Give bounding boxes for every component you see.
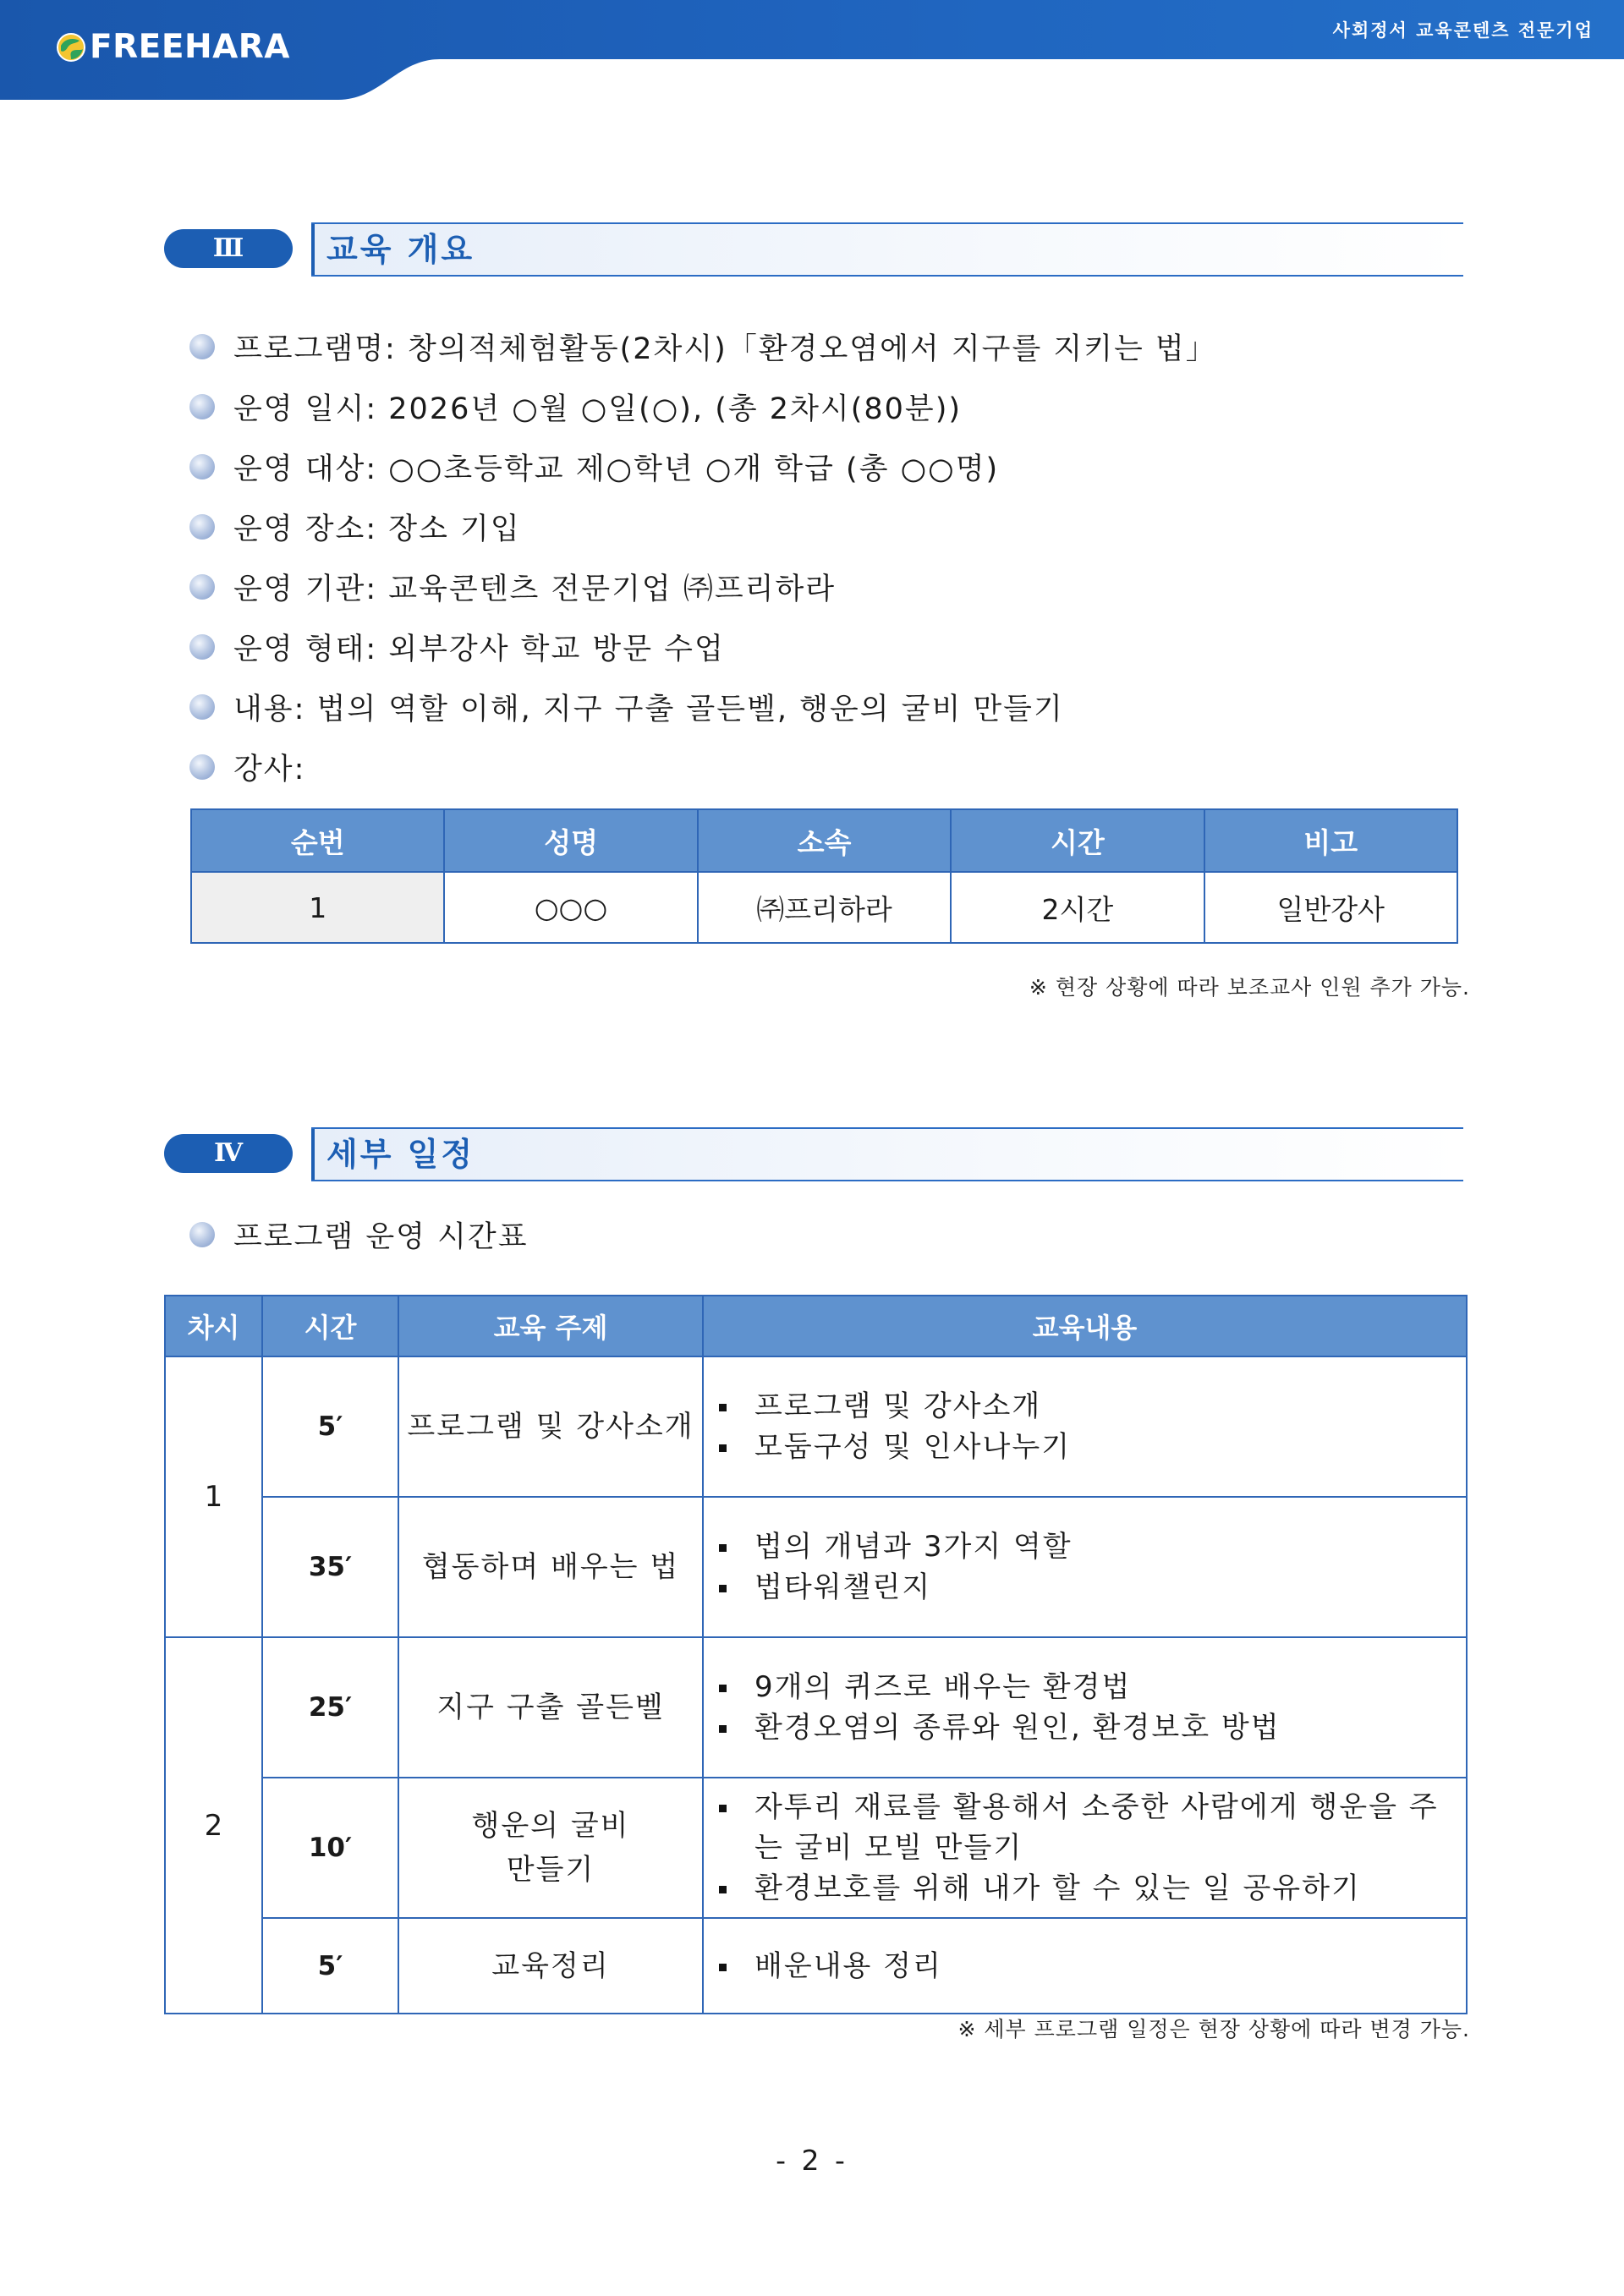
- section-3-numeral: Ⅲ: [164, 229, 293, 268]
- table-cell: 일반강사: [1204, 872, 1457, 943]
- list-item-text: 운영 일시: 2026년 ○월 ○일(○), (총 2차시(80분)): [233, 392, 963, 426]
- topic-line: 만들기: [506, 1853, 595, 1887]
- table-header-row: [165, 1296, 1467, 1356]
- session-cell: 1: [165, 1356, 262, 1637]
- bullet-dot-icon: [189, 634, 215, 660]
- overview-list: [189, 316, 1217, 797]
- column-header: 소속: [698, 809, 951, 872]
- list-item: [189, 737, 1217, 797]
- content-cell: [703, 1497, 1467, 1637]
- content-cell: [703, 1778, 1467, 1918]
- schedule-note: ※ 세부 프로그램 일정은 현장 상황에 따라 변경 가능.: [957, 2017, 1470, 2041]
- list-item: 프로그램 및 강사소개: [716, 1386, 1451, 1427]
- section-4-numeral: Ⅳ: [164, 1134, 293, 1173]
- table-cell: ㈜프리하라: [698, 872, 951, 943]
- topic-cell: 협동하며 배우는 법: [398, 1497, 703, 1637]
- list-item: [189, 376, 1217, 436]
- list-item-text: 운영 장소: 장소 기입: [233, 512, 521, 546]
- column-header: 성명: [444, 809, 697, 872]
- list-item-text: 운영 기관: 교육콘텐츠 전문기업 ㈜프리하라: [233, 572, 837, 606]
- content-list: [716, 1667, 1451, 1748]
- header-tagline: 사회정서 교육콘텐츠 전문기업: [1332, 20, 1594, 41]
- column-header: 교육내용: [703, 1296, 1467, 1356]
- table-row: [165, 1918, 1467, 2014]
- list-item-text: 프로그램명: 창의적체험활동(2차시)「환경오염에서 지구를 지키는 법」: [233, 332, 1217, 366]
- table-cell: 1: [191, 872, 444, 943]
- time-cell: 5′: [262, 1356, 398, 1497]
- topic-line: 행운의 굴비: [471, 1809, 630, 1843]
- bullet-dot-icon: [189, 694, 215, 720]
- content-cell: [703, 1918, 1467, 2014]
- table-row: [165, 1356, 1467, 1497]
- list-item: 모둠구성 및 인사나누기: [716, 1427, 1451, 1467]
- section-3-title-box: [311, 222, 1463, 277]
- column-header: 시간: [951, 809, 1204, 872]
- session-cell: 2: [165, 1637, 262, 2014]
- section-3-heading: [164, 222, 1463, 275]
- column-header: 차시: [165, 1296, 262, 1356]
- time-cell: 5′: [262, 1918, 398, 2014]
- bullet-dot-icon: [189, 394, 215, 419]
- column-header: 교육 주제: [398, 1296, 703, 1356]
- topic-cell: [398, 1778, 703, 1918]
- bullet-dot-icon: [189, 754, 215, 780]
- list-item: [189, 677, 1217, 737]
- content-list: [716, 1386, 1451, 1467]
- bullet-dot-icon: [189, 574, 215, 600]
- column-header: 시간: [262, 1296, 398, 1356]
- topic-cell: 지구 구출 골든벨: [398, 1637, 703, 1778]
- bullet-dot-icon: [189, 454, 215, 479]
- list-item: [189, 616, 1217, 677]
- content-cell: [703, 1356, 1467, 1497]
- list-item-text: 운영 대상: ○○초등학교 제○학년 ○개 학급 (총 ○○명): [233, 452, 1000, 486]
- list-item: 배운내용 정리: [716, 1946, 1451, 1986]
- content-cell: [703, 1637, 1467, 1778]
- content-list: [716, 1946, 1451, 1986]
- list-item: 9개의 퀴즈로 배우는 환경법: [716, 1667, 1451, 1707]
- table-row: [165, 1778, 1467, 1918]
- list-item-text: 내용: 법의 역할 이해, 지구 구출 골든벨, 행운의 굴비 만들기: [233, 692, 1064, 726]
- content-list: [716, 1787, 1451, 1909]
- list-item: [189, 496, 1217, 556]
- schedule-table: [164, 1295, 1468, 2014]
- schedule-subtitle-text: 프로그램 운영 시간표: [233, 1220, 529, 1254]
- time-cell: 35′: [262, 1497, 398, 1637]
- table-row: [165, 1497, 1467, 1637]
- list-item: 환경보호를 위해 내가 할 수 있는 일 공유하기: [716, 1868, 1451, 1909]
- column-header: 순번: [191, 809, 444, 872]
- table-row: [165, 1637, 1467, 1778]
- list-item: [189, 556, 1217, 616]
- column-header: 비고: [1204, 809, 1457, 872]
- page-number: - 2 -: [776, 2144, 848, 2177]
- table-cell: ○○○: [444, 872, 697, 943]
- table-cell: 2시간: [951, 872, 1204, 943]
- table-header-row: [191, 809, 1457, 872]
- section-4-title-box: [311, 1127, 1463, 1181]
- list-item-text: 운영 형태: 외부강사 학교 방문 수업: [233, 632, 725, 666]
- globe-logo-icon: [56, 32, 86, 63]
- list-item: 법의 개념과 3가지 역할: [716, 1526, 1451, 1567]
- list-item: [189, 316, 1217, 376]
- list-item: 환경오염의 종류와 원인, 환경보호 방법: [716, 1707, 1451, 1748]
- brand-logo: [56, 29, 290, 66]
- time-cell: 25′: [262, 1637, 398, 1778]
- page-header: [0, 0, 1624, 100]
- bullet-dot-icon: [189, 514, 215, 540]
- topic-cell: 교육정리: [398, 1918, 703, 2014]
- table-row: [191, 872, 1457, 943]
- schedule-subtitle: [189, 1209, 529, 1260]
- list-item: 법타워챌린지: [716, 1567, 1451, 1608]
- time-cell: 10′: [262, 1778, 398, 1918]
- list-item: [189, 436, 1217, 496]
- section-4-heading: [164, 1127, 1463, 1180]
- bullet-dot-icon: [189, 334, 215, 359]
- instructor-note: ※ 현장 상황에 따라 보조교사 인원 추가 가능.: [1029, 975, 1470, 1000]
- brand-name: FREEHARA: [90, 28, 290, 66]
- section-4-title: 세부 일정: [326, 1136, 475, 1173]
- list-item: 자투리 재료를 활용해서 소중한 사람에게 행운을 주는 굴비 모빌 만들기: [716, 1787, 1451, 1868]
- instructor-table: [190, 808, 1458, 944]
- content-list: [716, 1526, 1451, 1608]
- list-item-text: 강사:: [233, 752, 306, 786]
- section-3-title: 교육 개요: [326, 231, 475, 268]
- bullet-dot-icon: [189, 1222, 215, 1247]
- topic-cell: 프로그램 및 강사소개: [398, 1356, 703, 1497]
